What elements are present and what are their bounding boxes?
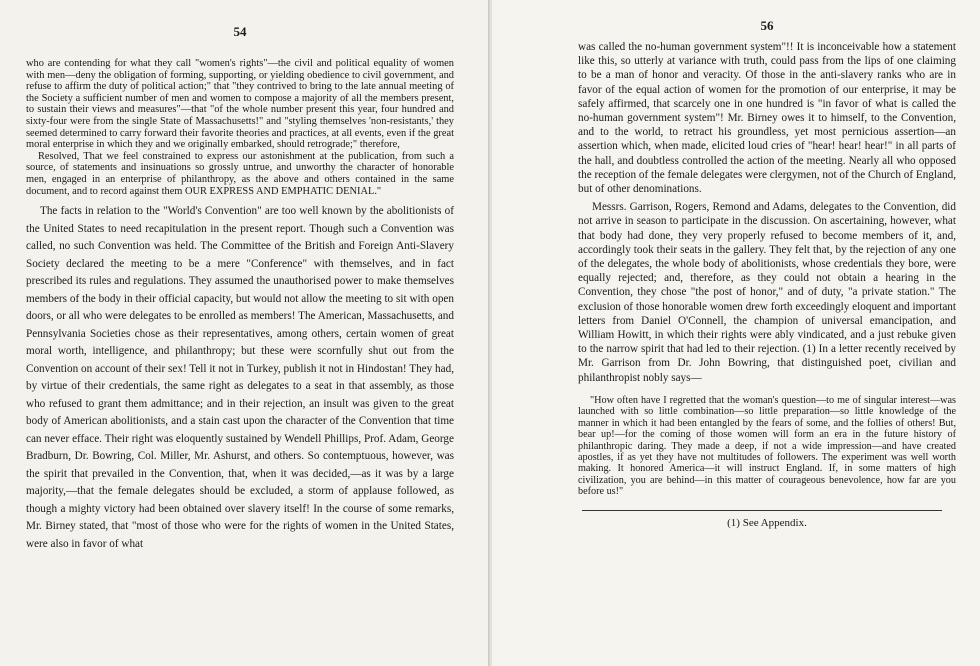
- right-paragraph-1: was called the no-human government system"!! It is inconceivable how a statement like this, so utterly at variance with truth, could pass from the lips of one claiming to be a man of honor and veracity. Of those in the anti-slavery ranks who are in favor of the equal action of women for the promotion of our enterprise, it may be safely affirmed, that scarcely one in one hundred is "in favor of what is called the no-human government system"! Mr. Birney owes it to himself, to the Convention, and to the world, to retract his groundless, yet most pernicious assertion—an assertion which, when made, elicited loud cries of "hear! hear! hear!" in all parts of the hall, and doubtless controlled the action of the meeting. Nearly all who opposed the reception of the female delegates were clergymen, not of the Church of England, but of other denominations.: [578, 41, 956, 196]
- right-page-number: 56: [760, 18, 774, 33]
- footnote: (1) See Appendix.: [727, 516, 807, 529]
- left-paragraph-3: The facts in relation to the "World's Convention" are too well known by the abolitionists of the United States to need recapitulation in the present report. Though such a Convention was called, no such Convention was held. The Committee of the British and Foreign Anti-Slavery Society declared the meeting to be a mere "Conference" with themselves, and in fact prescribed its rules and regulations. They assumed the unauthorised power to make themselves members of the body in their official capacity, but would not allow the meeting to sit with open doors, or all who were delegates to be enrolled as members! The American, Massachusetts, and Pennsylvania Societies chose as their representatives, among others, certain women of great moral worth, intelligence, and philanthropy; but these were scornfully shut out from the Convention on account of their sex! Tell it not in Turkey, publish it not in Hindostan! They had, by virtue of their credentials, the same right as delegates to a seat in that assembly, as those who refused to grant them admittance; and in their rejection, an insult was given to the great body of American abolitionists, and a stain cast upon the character of the Convention that time can never efface. Their right was eloquently sustained by Wendell Phillips, Prof. Adam, George Bradburn, Dr. Bowring, Col. Miller, Mr. Ashurst, and others. So contemptuous, however, was the spirit that prevailed in the Convention, that, when it was decided,—as it was by a large majority,—that the female delegates should be excluded, a storm of applause followed, as though a mighty victory had been obtained over slavery itself! In the course of some remarks, Mr. Birney stated, that "most of those who were for the rights of women in the United States, were also in favor of what: [26, 205, 454, 550]
- left-page-number: 54: [233, 24, 247, 39]
- right-page: [492, 0, 980, 666]
- left-paragraph-resolved: Resolved, That we feel constrained to express our astonishment at the publication, from such a source, of statements and insinuations so grossly untrue, and unworthy the character of honorable men, engaged in an enterprise of philanthropy, as the above and others contained in the same document, and to record against them OUR EXPRESS AND EMPHATIC DENIAL.": [26, 150, 454, 197]
- right-paragraph-2: Messrs. Garrison, Rogers, Remond and Adams, delegates to the Convention, did not arrive in season to participate in the discussion. On ascertaining, however, what that body had done, they very properly refused to become members of it, and, accordingly took their seats in the gallery. They felt that, by the rejection of any one of the delegates, the whole body of abolitionists, whose credentials they bore, were equally rejected; and, therefore, as they could not obtain a hearing in the Convention, they chose "the post of honor," and of duty, "a private station." The exclusion of those honorable women drew forth exceedingly eloquent and important letters from Daniel O'Connell, the champion of universal emancipation, and William Howitt, in which their rights were ably vindicated, and a just rebuke given to the narrow spirit that had led to their rejection. (1) In a letter recently received by Mr. Garrison from Dr. John Bowring, that distinguished poet, civilian and philanthropist nobly says—: [578, 201, 956, 384]
- footnote-rule: [582, 510, 942, 511]
- left-paragraph-1: who are contending for what they call "women's rights"—the civil and political equality of women with men—deny the obligation of forming, supporting, or yielding obedience to civil government, and refuse to affirm the duty of political action;" that "they contrived to bring to the late annual meeting of the Society a sufficient number of men and women to compose a majority of all the members present, to sustain their views and measures"—that "of the whole number present this year, four hundred and sixty-four were from the single State of Massachusetts!" and "styling themselves 'non-resistants,' they seemed determined to carry forward their favorite theories and practices, at all events, even if the great moral enterprise in which they and we originally embarked, should retrograde;" therefore,: [26, 58, 454, 151]
- bowring-quote: "How often have I regretted that the woman's question—to me of singular interest—was launched with so little combination—so little preparation—so little knowledge of the manner in which it had been entangled by the fears of some, and the follies of others! But, bear up!—for the coming of those women will form an era in the future history of philanthropic daring. They made a deep, if not a wide impression—and have created apostles, if as yet they have not multitudes of followers. The experiment was well worth making. It honored America—it will instruct England. If, in some matters of high civilization, you are behind—in this matter of courageous benevolence, how far are you before us!": [578, 394, 956, 498]
